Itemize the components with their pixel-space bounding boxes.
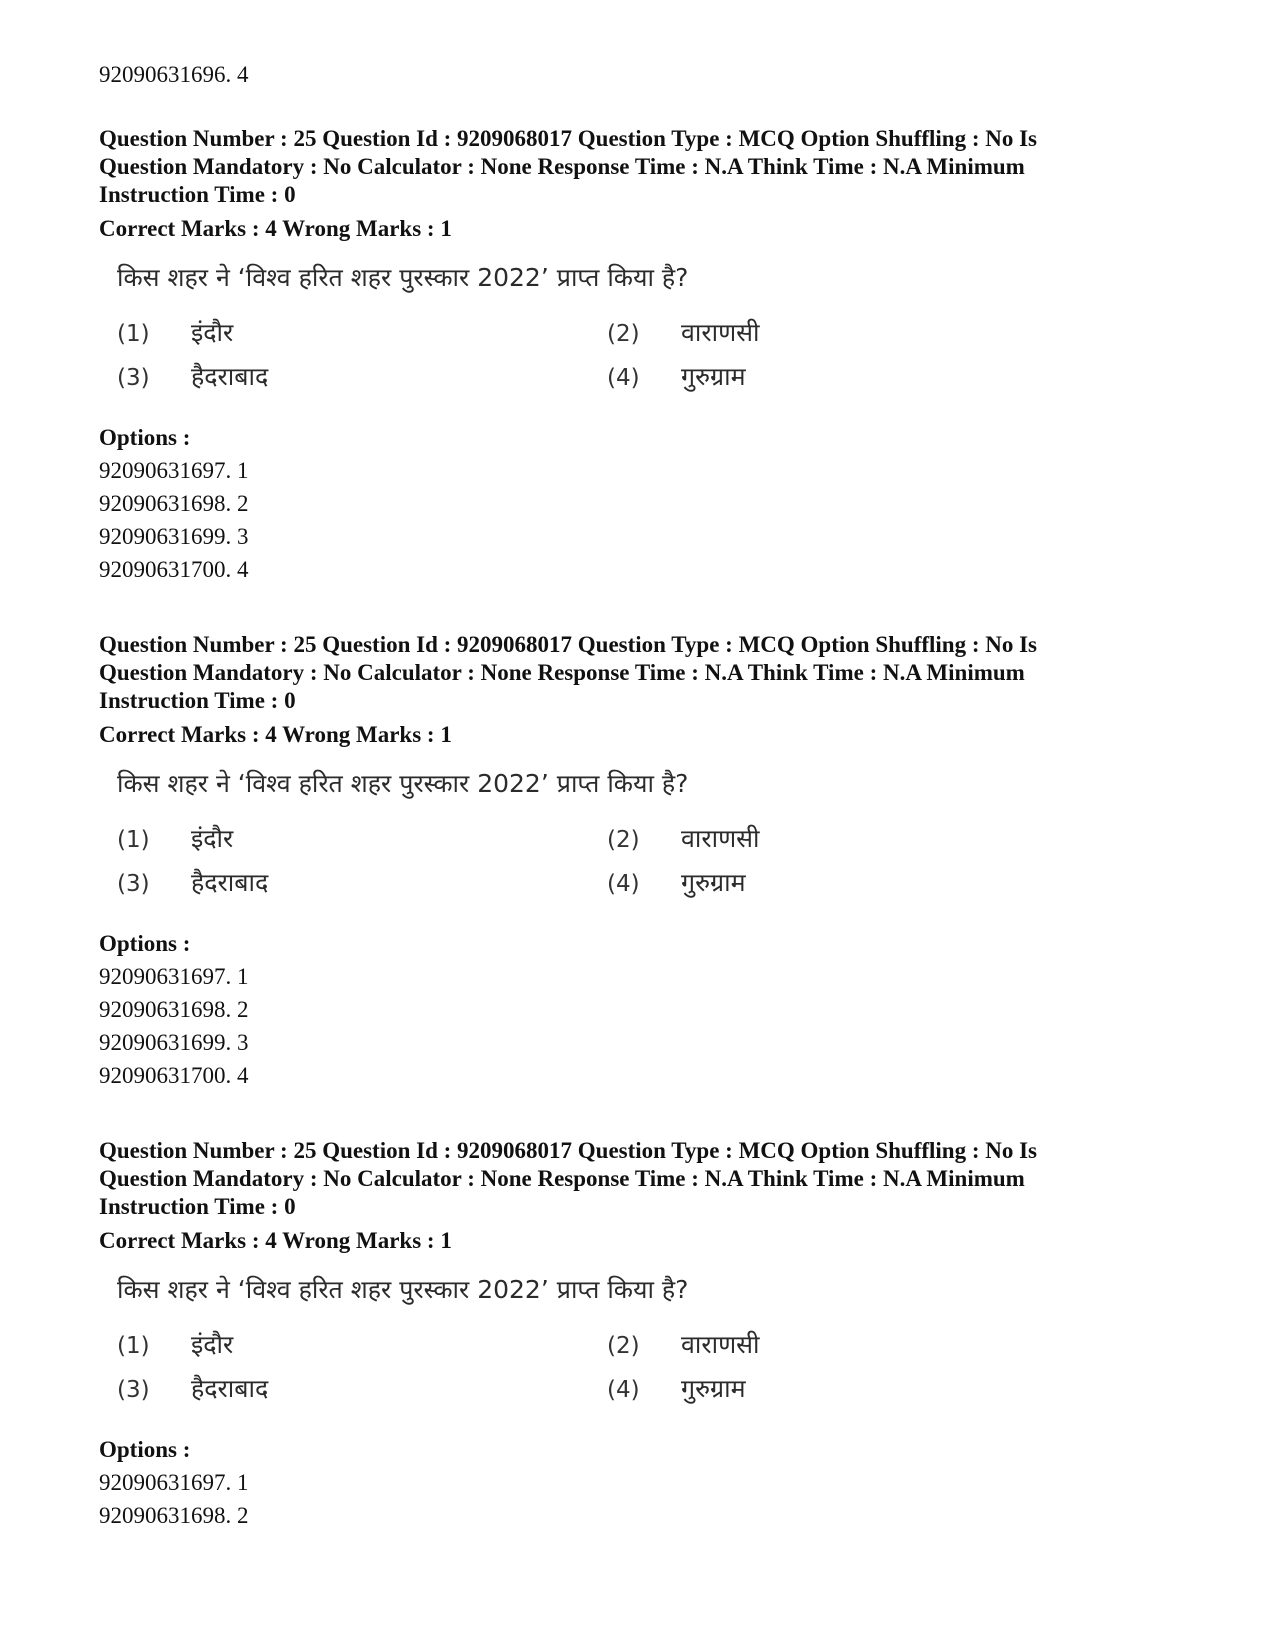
choice <box>607 317 760 350</box>
choice <box>117 867 268 900</box>
question-block <box>99 1137 1179 1532</box>
choice-number: (2) <box>607 1333 640 1359</box>
choice <box>117 361 268 394</box>
option-row: 92090631700. 4 <box>99 1063 249 1088</box>
marks-line: Correct Marks : 4 Wrong Marks : 1 <box>99 1228 452 1253</box>
question-text: किस शहर ने ‘विश्व हरित शहर पुरस्कार 2022’ प्राप्त किया है? <box>117 263 689 292</box>
choice-number: (1) <box>117 321 150 347</box>
marks-line: Correct Marks : 4 Wrong Marks : 1 <box>99 216 452 241</box>
choice <box>607 867 746 900</box>
leading-option: 92090631696. 4 <box>99 62 249 87</box>
question-image <box>99 761 839 921</box>
choice-number: (4) <box>607 1377 640 1403</box>
option-row: 92090631698. 2 <box>99 491 249 516</box>
choice-text: वाराणसी <box>681 1330 760 1359</box>
choice <box>117 1373 268 1406</box>
choice-number: (4) <box>607 871 640 897</box>
question-text: किस शहर ने ‘विश्व हरित शहर पुरस्कार 2022’ प्राप्त किया है? <box>117 1275 689 1304</box>
choice <box>117 823 233 856</box>
option-row: 92090631697. 1 <box>99 964 249 989</box>
choice-text: इंदौर <box>191 824 234 853</box>
choice-number: (2) <box>607 827 640 853</box>
question-block <box>99 631 1179 1092</box>
choice <box>117 1329 233 1362</box>
question-image <box>99 1267 839 1427</box>
option-row: 92090631699. 3 <box>99 1030 249 1055</box>
question-meta-line: Question Mandatory : No Calculator : None Response Time : N.A Think Time : N.A Minimum <box>99 154 1025 179</box>
choice-text: इंदौर <box>191 318 234 347</box>
question-meta-line: Instruction Time : 0 <box>99 688 296 713</box>
option-row: 92090631699. 3 <box>99 524 249 549</box>
question-meta-line: Question Number : 25 Question Id : 9209068017 Question Type : MCQ Option Shuffling : No Is <box>99 126 1038 151</box>
options-label: Options : <box>99 1437 191 1462</box>
marks-line: Correct Marks : 4 Wrong Marks : 1 <box>99 722 452 747</box>
choice-number: (2) <box>607 321 640 347</box>
choice <box>607 823 760 856</box>
question-image <box>99 255 839 415</box>
choice-number: (3) <box>117 871 150 897</box>
question-meta-line: Question Number : 25 Question Id : 9209068017 Question Type : MCQ Option Shuffling : No Is <box>99 632 1038 657</box>
choice-number: (3) <box>117 365 150 391</box>
choice <box>117 317 233 350</box>
question-block <box>99 125 1179 586</box>
question-meta-line: Instruction Time : 0 <box>99 1194 296 1219</box>
question-meta-line: Question Mandatory : No Calculator : None Response Time : N.A Think Time : N.A Minimum <box>99 660 1025 685</box>
choice-number: (1) <box>117 1333 150 1359</box>
options-label: Options : <box>99 425 191 450</box>
choice-text: वाराणसी <box>681 318 760 347</box>
option-row: 92090631698. 2 <box>99 1503 249 1528</box>
options-label: Options : <box>99 931 191 956</box>
question-meta-line: Instruction Time : 0 <box>99 182 296 207</box>
question-meta-line: Question Mandatory : No Calculator : None Response Time : N.A Think Time : N.A Minimum <box>99 1166 1025 1191</box>
choice-text: गुरुग्राम <box>681 1374 746 1403</box>
choice <box>607 1373 746 1406</box>
choice-text: गुरुग्राम <box>681 362 746 391</box>
option-row: 92090631700. 4 <box>99 557 249 582</box>
choice <box>607 1329 760 1362</box>
choice-text: हैदराबाद <box>191 868 269 897</box>
choice <box>607 361 746 394</box>
option-row: 92090631697. 1 <box>99 458 249 483</box>
choice-text: हैदराबाद <box>191 362 269 391</box>
choice-text: इंदौर <box>191 1330 234 1359</box>
choice-number: (1) <box>117 827 150 853</box>
choice-text: वाराणसी <box>681 824 760 853</box>
choice-number: (3) <box>117 1377 150 1403</box>
question-meta-line: Question Number : 25 Question Id : 9209068017 Question Type : MCQ Option Shuffling : No Is <box>99 1138 1038 1163</box>
document-page <box>99 58 1179 1577</box>
question-text: किस शहर ने ‘विश्व हरित शहर पुरस्कार 2022’ प्राप्त किया है? <box>117 769 689 798</box>
choice-text: गुरुग्राम <box>681 868 746 897</box>
choice-text: हैदराबाद <box>191 1374 269 1403</box>
option-row: 92090631697. 1 <box>99 1470 249 1495</box>
option-row: 92090631698. 2 <box>99 997 249 1022</box>
choice-number: (4) <box>607 365 640 391</box>
